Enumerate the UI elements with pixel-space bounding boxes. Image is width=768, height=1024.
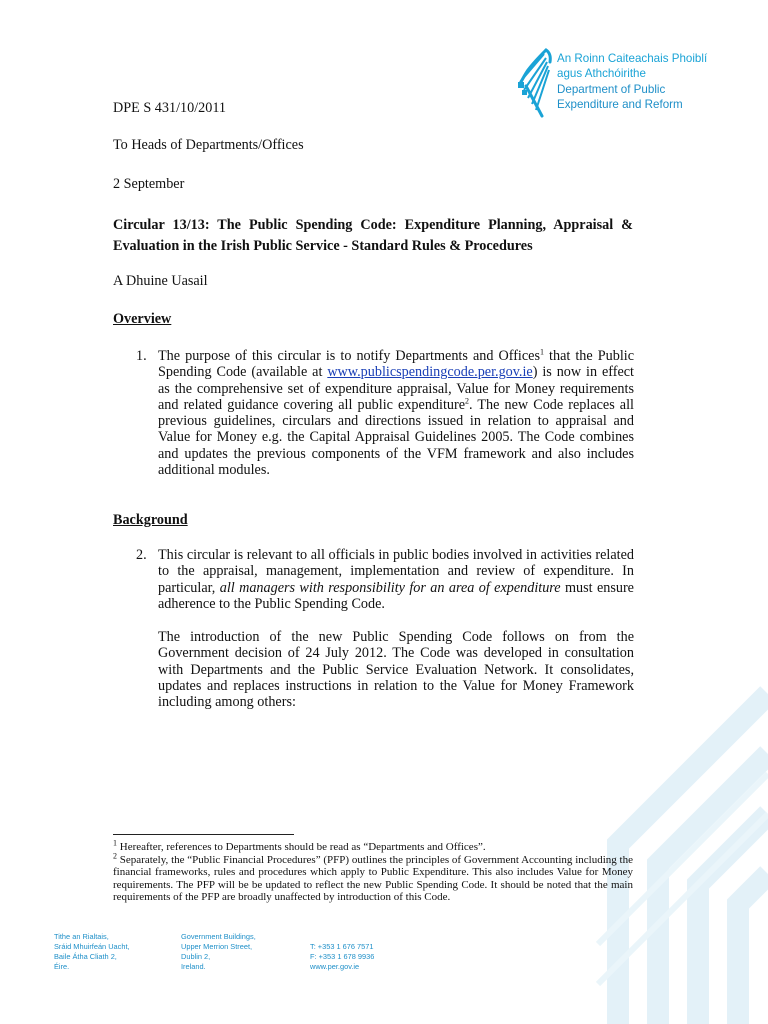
address-english: [181, 932, 256, 972]
footnote-2: [113, 851, 633, 904]
address-english-line: Dublin 2,: [181, 952, 211, 961]
footnote-divider: [113, 834, 294, 835]
logo-irish-line-1: An Roinn Caiteachais Phoiblí: [557, 52, 708, 65]
item-number-2: 2.: [136, 547, 147, 563]
overview-paragraph: [158, 348, 634, 478]
contact-details: [310, 942, 374, 972]
address-irish-line: Tithe an Rialtais,: [54, 932, 109, 941]
circular-title: Circular 13/13: The Public Spending Code: Expenditure Planning, Appraisal & Evaluation in the Irish Public Service - Standard Rules & Procedures: [113, 217, 633, 254]
salutation: A Dhuine Uasail: [113, 273, 208, 289]
background-text-b: must ensure adherence to the Public Spending Code.: [158, 579, 634, 612]
fax-number: F: +353 1 678 9936: [310, 952, 375, 961]
letter-date: 2 September: [113, 176, 185, 192]
logo-english-line-1: Department of Public: [557, 82, 666, 96]
footnote-1-text: Hereafter, references to Departments should be read as “Departments and Offices”.: [117, 841, 486, 853]
recipient-line: To Heads of Departments/Offices: [113, 137, 304, 153]
background-text-a: This circular is relevant to all officials in public bodies involved in activities related to the appraisal, management, implementation and review of expenditure. In particular,: [158, 547, 634, 596]
reference-number: DPE S 431/10/2011: [113, 100, 226, 116]
footnote-2-text: Separately, the “Public Financial Procedures” (PFP) outlines the principles of Government Accounting including the financial frameworks, rules and procedures which apply to Public Expenditure. This also includes Value for Money requirements. The PFP will be be updated to reflect the new Public Spending Code. It should be noted that the main requirements of the PFP are broadly unaffected by introduction of this Code.: [113, 854, 633, 904]
footnote-1-mark: 1: [113, 838, 117, 848]
overview-text-b: that the Public Spending Code (available at: [158, 348, 635, 381]
website-link[interactable]: www.per.gov.ie: [310, 962, 360, 971]
address-english-line: Upper Merrion Street,: [181, 942, 253, 951]
footnote-2-mark: 2: [113, 851, 117, 861]
address-english-line: Ireland.: [181, 962, 206, 971]
address-irish: [54, 932, 130, 972]
address-irish-line: Baile Átha Cliath 2,: [54, 952, 117, 961]
item-number-1: 1.: [136, 348, 147, 364]
address-irish-line: Sráid Mhuirfeán Uacht,: [54, 942, 130, 951]
background-emphasis: all managers with responsibility for an area of expenditure: [219, 579, 561, 596]
footnote-ref-1[interactable]: 1: [539, 347, 544, 357]
overview-text-c: ) is now in effect as the comprehensive set of expenditure appraisal, Value for Money requirements and related guidance covering all public expenditure: [158, 364, 634, 413]
address-english-line: Government Buildings,: [181, 932, 256, 941]
logo-irish-line-2: agus Athchóirithe: [557, 67, 646, 81]
background-heading: Background: [113, 512, 188, 528]
background-paragraph-2: The introduction of the new Public Spending Code follows on from the Government decision of 24 July 2012. The Code was developed in consultation with Departments and the Public Service Evaluation Network. It consolidates, updates and replaces instructions in relation to the Value for Money Framework including among others:: [158, 629, 634, 711]
background-paragraph-1: [158, 547, 634, 612]
overview-heading: Overview: [113, 311, 172, 327]
overview-text-a: The purpose of this circular is to notify Departments and Offices: [158, 348, 540, 364]
phone-number: T: +353 1 676 7571: [310, 942, 374, 951]
logo-english-line-2: Expenditure and Reform: [557, 98, 683, 112]
logo-wordmark: [557, 51, 707, 113]
footnote-1: [113, 838, 633, 853]
address-irish-line: Éire.: [54, 962, 70, 971]
public-spending-code-link[interactable]: www.publicspendingcode.per.gov.ie: [327, 364, 533, 381]
department-logo: [516, 46, 756, 122]
harp-emblem-icon: [516, 46, 556, 118]
footnote-ref-2[interactable]: 2: [465, 396, 470, 406]
overview-text-d: . The new Code replaces all previous guidelines, circulars and directions issued in relation to appraisal and Value for Money e.g. the Capital Appraisal Guidelines 2005. The Code combines and updates the previous components of the VFM framework and also includes additional modules.: [158, 396, 634, 479]
